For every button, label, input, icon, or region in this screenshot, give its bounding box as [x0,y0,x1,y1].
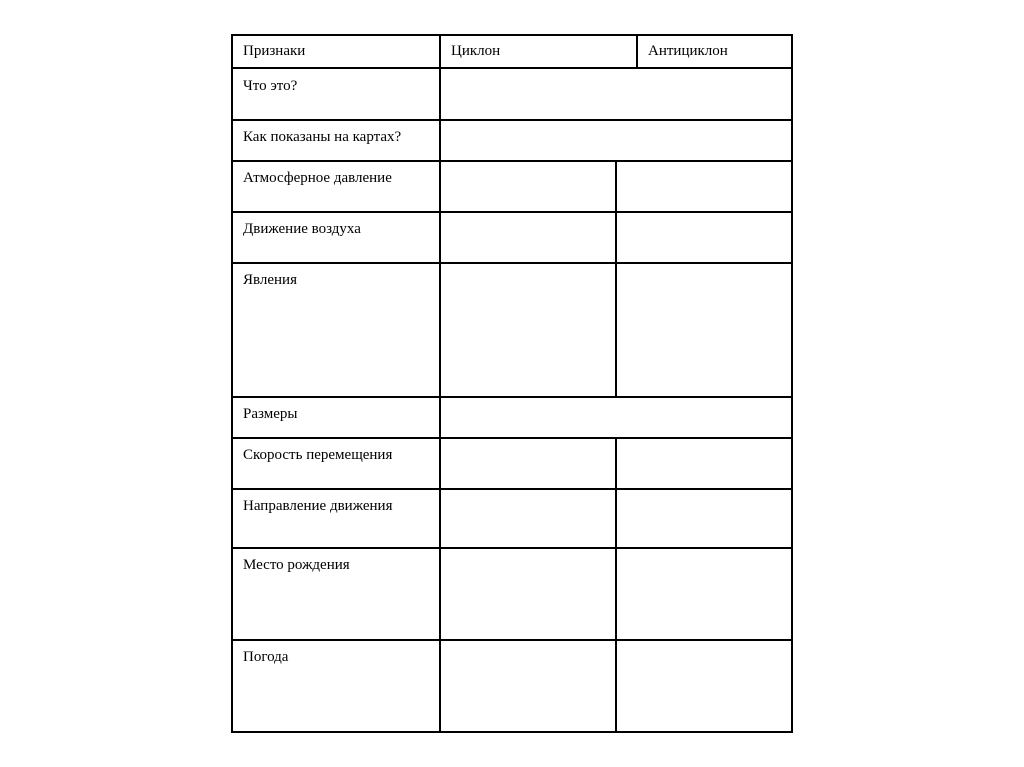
table-row-divider [231,488,793,490]
row-label-movement-direction: Направление движения [243,498,393,514]
table-column-divider [615,160,617,263]
table-border-right [791,34,793,733]
table-column-divider [439,34,441,733]
table-row-divider [231,262,793,264]
row-label-place-of-origin: Место рождения [243,557,350,573]
table-row-divider [231,437,793,439]
table-column-divider [615,262,617,397]
table-border-top [231,34,793,36]
header-cell-anticyclone: Антициклон [648,43,728,59]
row-label-weather: Погода [243,649,289,665]
row-label-what-is-it: Что это? [243,78,298,94]
table-row-divider [231,211,793,213]
row-label-atmospheric-pressure: Атмосферное давление [243,170,392,186]
row-label-size: Размеры [243,406,298,422]
table-row-divider [231,160,793,162]
table-row-divider [231,67,793,69]
table-row-divider [231,396,793,398]
table-column-divider [615,437,617,732]
row-label-phenomena: Явления [243,272,297,288]
header-cell-cyclone: Циклон [451,43,501,59]
table-row-divider [231,547,793,549]
row-label-map-representation: Как показаны на картах? [243,129,402,145]
table-border-bottom [231,731,793,733]
table-row-divider [231,119,793,121]
header-cell-signs: Признаки [243,43,306,59]
row-label-air-movement: Движение воздуха [243,221,361,237]
row-label-movement-speed: Скорость перемещения [243,447,393,463]
table-row-divider [231,639,793,641]
cyclone-comparison-table [231,34,793,733]
